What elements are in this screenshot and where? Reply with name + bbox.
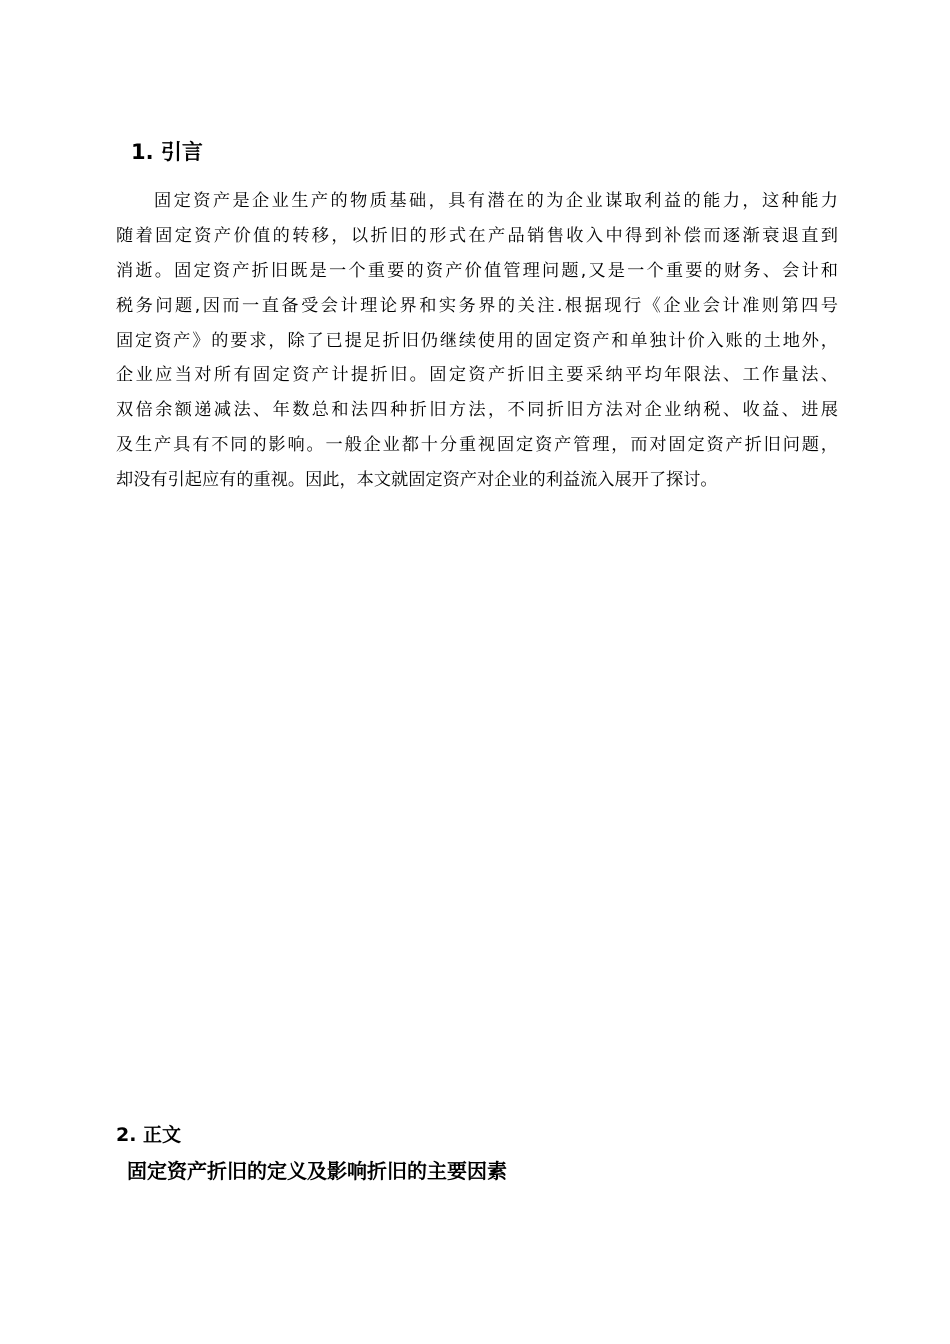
paragraph-line: 固定资产是企业生产的物质基础，具有潜在的为企业谋取利益的能力，这种能力 xyxy=(154,191,838,211)
paragraph-line: 及生产具有不同的影响。一般企业都十分重视固定资产管理，而对固定资产折旧问题， xyxy=(116,435,838,456)
paragraph-line: 双倍余额递减法、年数总和法四种折旧方法，不同折旧方法对企业纳税、收益、进展 xyxy=(116,400,838,421)
section-2-subheading: 固定资产折旧的定义及影响折旧的主要因素 xyxy=(127,1159,507,1183)
paragraph-line: 固定资产》的要求，除了已提足折旧仍继续使用的固定资产和单独计价入账的土地外， xyxy=(116,330,838,351)
intro-paragraph xyxy=(116,184,838,498)
paragraph-line: 随着固定资产价值的转移，以折旧的形式在产品销售收入中得到补偿而逐渐衰退直到 xyxy=(116,225,838,246)
paragraph-line: 却没有引起应有的重视。因此，本文就固定资产对企业的利益流入展开了探讨。 xyxy=(116,470,718,491)
paragraph-line: 企业应当对所有固定资产计提折旧。固定资产折旧主要采纳平均年限法、工作量法、 xyxy=(116,365,838,386)
section-2-heading: 2. 正文 xyxy=(116,1124,182,1146)
paragraph-line: 税务问题,因而一直备受会计理论界和实务界的关注.根据现行《企业会计准则第四号 xyxy=(116,295,838,316)
paragraph-line: 消逝。固定资产折旧既是一个重要的资产价值管理问题,又是一个重要的财务、会计和 xyxy=(116,260,838,281)
section-1-heading: 1. 引言 xyxy=(131,140,203,164)
